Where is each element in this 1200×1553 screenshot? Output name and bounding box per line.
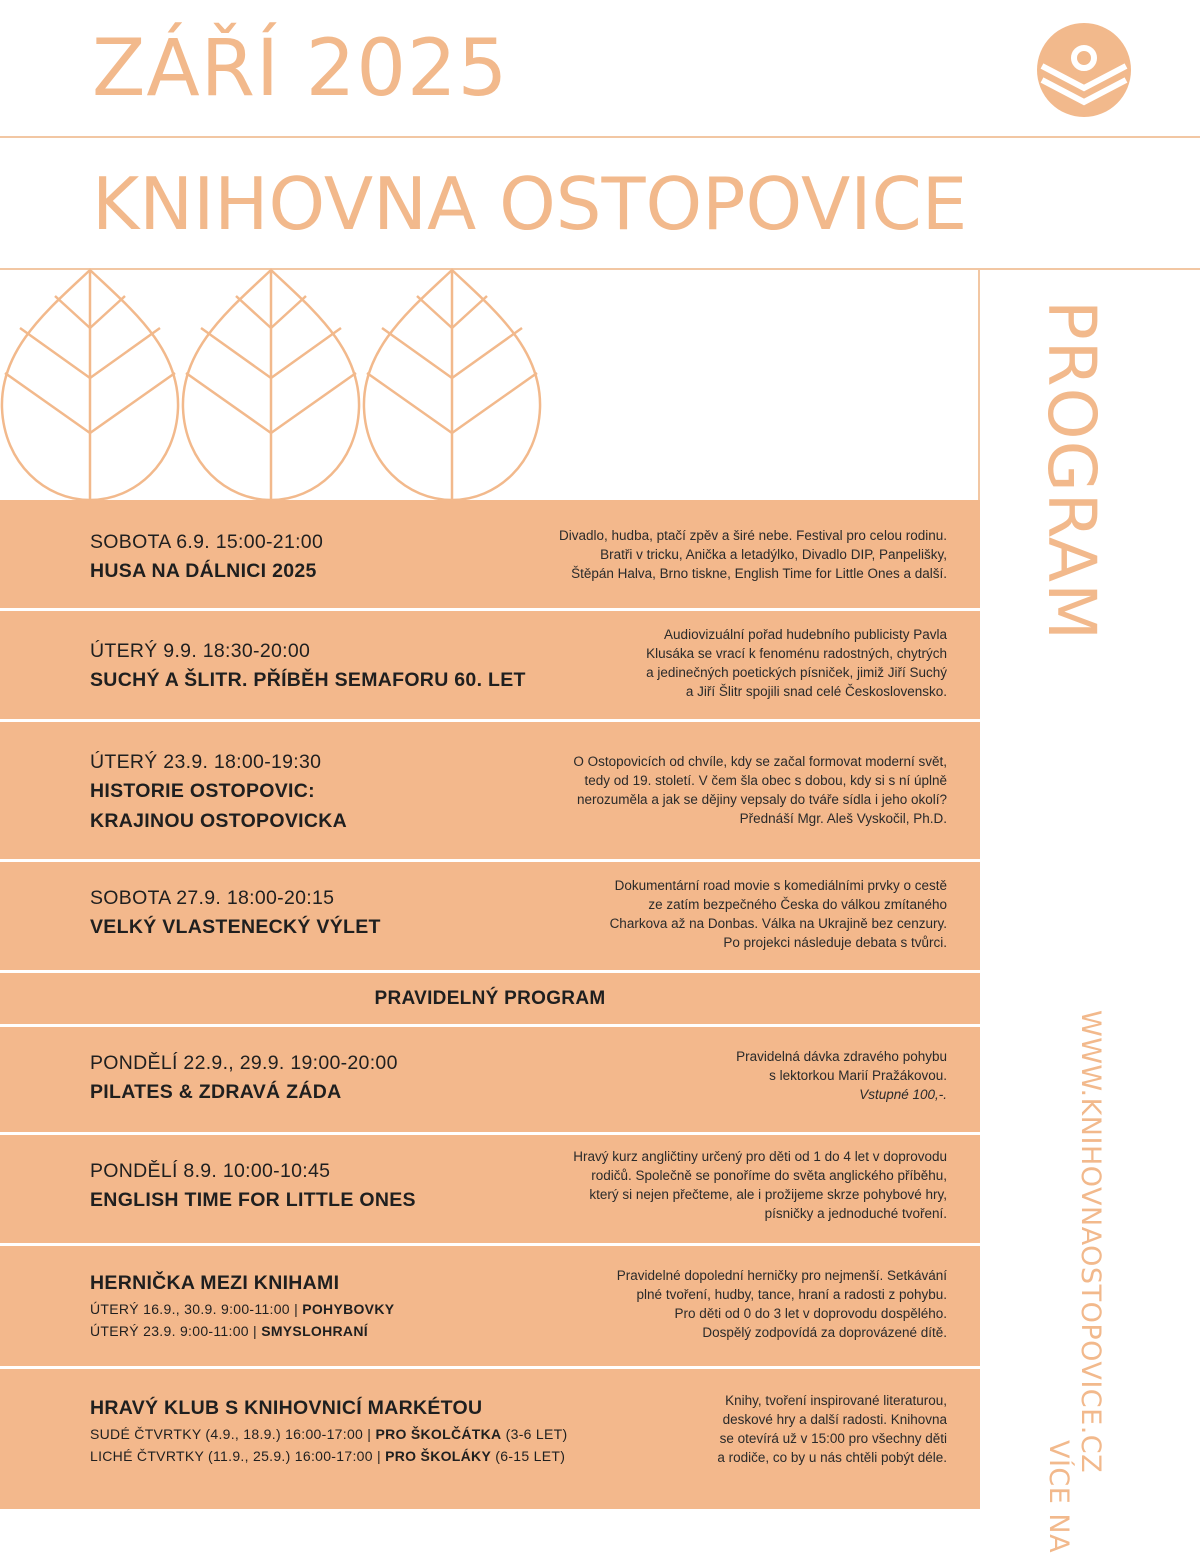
event-title: HRAVÝ KLUB S KNIHOVNICÍ MARKÉTOU — [90, 1397, 483, 1419]
event-item — [0, 500, 980, 611]
event-description: Knihy, tvoření inspirované literaturou, deskové hry a další radosti. Knihovna se otevírá už v 15:00 pro všechny děti a rodiče, co by u nás chtěli pobýt déle. — [717, 1393, 947, 1465]
event-description: Dokumentární road movie s komediálními prvky o cestě ze zatím bezpečného Česka do válkou zmítaného Charkova až na Donbas. Válka na Ukrajině bez cenzury. Po projekci následuje debata s tvůrci. — [609, 878, 947, 950]
event-date: SOBOTA 27.9. 18:00-20:15 — [90, 887, 335, 909]
event-list — [0, 500, 980, 1509]
event-item — [0, 1369, 980, 1509]
event-title: HUSA NA DÁLNICI 2025 — [90, 560, 317, 582]
event-item — [0, 1246, 980, 1369]
regular-program-heading — [0, 973, 980, 1027]
event-title: PILATES & ZDRAVÁ ZÁDA — [90, 1081, 342, 1103]
library-logo-icon — [1036, 22, 1132, 118]
section-title: PRAVIDELNÝ PROGRAM — [374, 987, 606, 1009]
event-date: SOBOTA 6.9. 15:00-21:00 — [90, 531, 324, 553]
event-schedule: ÚTERÝ 23.9. 9:00-11:00 | SMYSLOHRANÍ — [90, 1323, 368, 1339]
divider-top — [0, 136, 1200, 138]
event-title: ENGLISH TIME FOR LITTLE ONES — [90, 1189, 416, 1211]
event-schedule: ÚTERÝ 16.9., 30.9. 9:00-11:00 | POHYBOVKY — [90, 1301, 395, 1317]
program-label: PROGRAM — [1033, 300, 1110, 642]
event-title: VELKÝ VLASTENECKÝ VÝLET — [90, 916, 381, 938]
event-item — [0, 611, 980, 722]
leaf-icon — [183, 270, 359, 500]
event-item — [0, 862, 980, 973]
event-title: HISTORIE OSTOPOVIC: — [90, 780, 315, 802]
event-description: O Ostopovicích od chvíle, kdy se začal formovat moderní svět, tedy od 19. století. V čem šla obec s dobou, kdy si s ní úplně nerozuměla a jak se dějiny vepsaly do tváře sídla i jeho okolí? Přednáší Mgr. Aleš Vyskočil, Ph.D. — [573, 754, 947, 826]
event-date: PONDĚLÍ 8.9. 10:00-10:45 — [90, 1160, 331, 1182]
website-prefix: VÍCE NA — [1043, 1440, 1074, 1553]
event-title-line2: KRAJINOU OSTOPOVICKA — [90, 810, 348, 832]
event-date: ÚTERÝ 9.9. 18:30-20:00 — [90, 640, 311, 662]
event-schedule: LICHÉ ČTVRTKY (11.9., 25.9.) 16:00-17:00 | PRO ŠKOLÁKY (6-15 LET) — [90, 1448, 566, 1464]
event-description: Audiovizuální pořad hudebního publicisty Pavla Klusáka se vrací k fenoménu radostných, chytrých a jedinečných poetických písniček, jimiž Jiří Suchý a Jiří Šlitr spojili snad celé Československo. — [646, 627, 947, 699]
event-title: SUCHÝ A ŠLITR. PŘÍBĚH SEMAFORU 60. LET — [90, 669, 526, 691]
program-vertical-label — [1033, 300, 1120, 720]
entry-fee: Vstupné 100,-. — [859, 1087, 947, 1102]
website-vertical — [1043, 1010, 1110, 1553]
event-description: Hravý kurz angličtiny určený pro děti od 1 do 4 let v doprovodu rodičů. Společně se ponoříme do světa anglického příběhu, který si nejen přečteme, ale i prožijeme skrze pohybové hry, písničky a jednoduché tvoření. — [573, 1149, 947, 1221]
event-schedule: SUDÉ ČTVRTKY (4.9., 18.9.) 16:00-17:00 | PRO ŠKOLČÁTKA (3-6 LET) — [90, 1426, 568, 1442]
event-date: ÚTERÝ 23.9. 18:00-19:30 — [90, 751, 322, 773]
event-item — [0, 1027, 980, 1135]
event-item — [0, 1135, 980, 1246]
page-title-month: ZÁŘÍ 2025 — [92, 24, 509, 114]
leaves-decoration — [0, 268, 560, 502]
leaf-icon — [364, 270, 540, 500]
leaf-icon — [2, 270, 178, 500]
event-description: Pravidelné dopolední herničky pro nejmenší. Setkávání plné tvoření, hudby, tance, hraní a radosti z pohybu. Pro děti od 0 do 3 let v doprovodu dospělého. Dospělý zodpovídá za doprovázené dítě. — [616, 1268, 947, 1340]
event-item — [0, 722, 980, 862]
event-date: PONDĚLÍ 22.9., 29.9. 19:00-20:00 — [90, 1052, 398, 1074]
website-url[interactable]: WWW.KNIHOVNAOSTOPOVICE.CZ — [1075, 1010, 1106, 1474]
event-description: Divadlo, hudba, ptačí zpěv a širé nebe. Festival pro celou rodinu. Bratři v tricku, Anička a letadýlko, Divadlo DIP, Panpelišky, Štěpán Halva, Brno tiskne, English Time for Little Ones a další. — [559, 528, 947, 581]
event-description: Pravidelná dávka zdravého pohybu s lektorkou Marií Pražákovou. Vstupné 100,-. — [487, 1047, 947, 1104]
event-title: HERNIČKA MEZI KNIHAMI — [90, 1272, 340, 1294]
page-title-library: KNIHOVNA OSTOPOVICE — [92, 162, 968, 246]
